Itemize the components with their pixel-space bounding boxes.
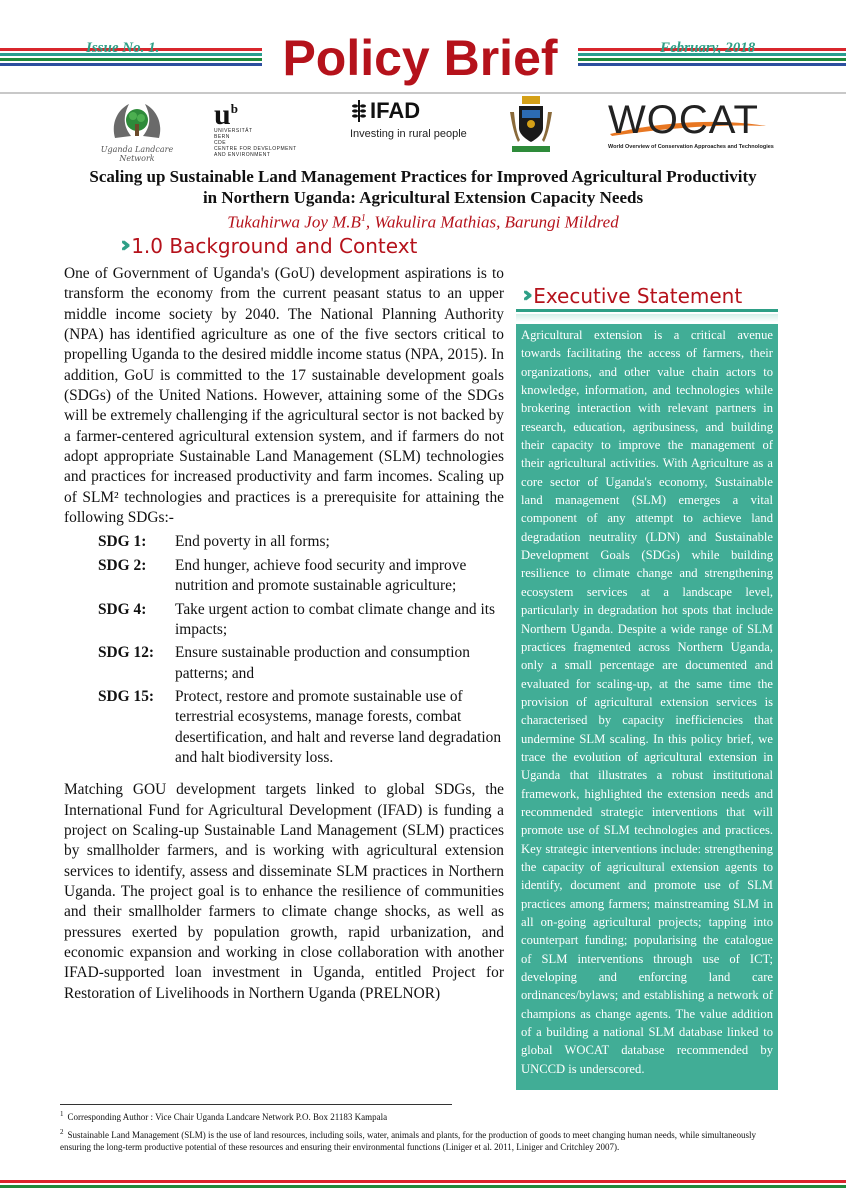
- wheat-icon: [350, 98, 368, 124]
- coat-of-arms-icon: [506, 94, 556, 156]
- background-paragraph-1: One of Government of Uganda's (GoU) development aspirations is to transform the economy from the current peasant status to an upper middle income society by 2040. The National Planning Authority (NPA) has identified agriculture as one of the five sectors critical to propelling Uganda to the desired middle income status (NPA, 2015). In addition, GoU is committed to the 17 sustainable development goals (SDGs) of the United Nations. However, attaining some of the SDGs will be extremely challenging if the agricultural sector is not backed by a farmer-centered agricultural extension system, and if farmers do not adopt appropriate Sustainable Land Management (SLM) technologies and practices for increased productivity and farm incomes. Scaling up of SLM² technologies and practices is a prerequisite for attaining the following SDGs:-: [64, 265, 504, 527]
- page-title: Policy Brief: [282, 30, 558, 86]
- issue-date: February, 2018: [660, 40, 756, 56]
- background-paragraph-2: Matching GOU development targets linked to global SDGs, the International Fund for Agricultural Development (IFAD) is funding a project on Scaling-up Sustainable Land Management (SLM) practices by smallholder farmers, and is working with agricultural extension services to identify, assess and disseminate SLM practices in Northern Uganda. The project goal is to enhance the resilience of communities and their smallholder farmers to climate change shocks, as well as pressures exerted by population growth, rapid urbanization, and economic expansion and working in close collaboration with another IFAD-supported loan investment in Uganda, entitled Project for Restoration of Livelihoods in Northern Uganda (PRELNOR): [64, 781, 504, 1002]
- background-heading: ››› 1.0 Background and Context: [120, 233, 418, 258]
- executive-statement-box: [516, 324, 778, 1090]
- footnote-1: $^1$ Corresponding Author : Vice Chair Uganda Landcare Network P.O. Box 21183 Kampala: [60, 1110, 388, 1122]
- list-item: SDG 15: Protect, restore and promote sustainable use of terrestrial ecosystems, manage forests, combat desertification, and halt and reverse land degradation and halt biodiversity loss.: [98, 687, 502, 766]
- list-item: SDG 4: Take urgent action to combat climate change and its impacts;: [98, 600, 496, 638]
- chevron-right-icon: ›››: [120, 233, 124, 258]
- chevron-right-icon: ›››: [522, 283, 526, 308]
- list-item: SDG 12: Ensure sustainable production and consumption patterns; and: [98, 644, 470, 682]
- footnote-divider: [60, 1104, 452, 1105]
- wocat-logo: WOCAT World Overview of Conservation Approaches and Technologies: [608, 98, 774, 150]
- list-item: SDG 1: End poverty in all forms;: [98, 533, 330, 551]
- landcare-hands-icon: [109, 94, 165, 144]
- footnote-2: $^2$ Sustainable Land Management (SLM) is the use of land resources, including soils, water, animals and plants, for the production of goods to meet changing human needs, while simultaneously ensuring the long-term productive potential of these resources and ensuring their environmental functions (Liniger et al. 2011, Liniger and Critchley 2007).: [60, 1128, 756, 1152]
- background-section: [64, 264, 504, 1004]
- executive-divider-shade: [516, 314, 778, 322]
- uganda-coat-of-arms-logo: [506, 94, 556, 158]
- footer-stripes: [0, 1180, 846, 1190]
- ifad-logo: IFAD Investing in rural people: [350, 98, 467, 140]
- list-item: SDG 2: End hunger, achieve food security and improve nutrition and promote sustainable agriculture;: [98, 556, 467, 595]
- issue-number: Issue No. 1.: [86, 40, 160, 56]
- executive-divider: [516, 309, 778, 312]
- brief-title: Scaling up Sustainable Land Management Practices for Improved Agricultural Productivity in Northern Uganda: Agricultural Extension Capacity Needs: [89, 167, 757, 207]
- executive-text: Agricultural extension is a critical avenue towards facilitating the access of farmers, their organizations, and other value chain actors to knowledge, information, and technologies while brokering interaction with relevant partners in research, education, agribusiness, and building their capacity to improve the management of their agricultural activities. With Agriculture as a core sector of Uganda's economy, Sustainable land management (SLM) emerges a vital component of any attempt to achieve land degradation neutrality (LDN) and Sustainable Development Goals (SDGs) while building resilience to climate change and strengthening ecosystem services at a landscape level, particularly in degradation hot spots that include Northern Uganda. Despite a wide range of SLM practices fragmented across Northern Uganda, only a small percentage are documented and evaluated for scaling-up, at the same time the provision of agricultural extension services is characterised by capacity inefficiencies that undermine SLM scaling. In this policy brief, we trace the evolution of agricultural extension in Uganda that illustrates a robust institutional framework, highlighted the extension needs and recommended strategic interventions that will promote use of SLM technologies and practices. Key strategic interventions include: strengthening the capacity of agricultural extension agents to identify, document and promote use of SLM practices among farmers; mainstreaming SLM in all on-going agricultural projects; tapping into counterpart funding; popularising the catalogue of SLM interventions through use of ICT; developing and enforcing land care ordinances/bylaws; and establishing a network of champions as change agents. The value addition of a building a national SLM database linked to global WOCAT database recommended by UNCCD is underscored.: [521, 328, 773, 1076]
- authors: Tukahirwa Joy $M.B^1$, Wakulira Mathias, Barungi Mildred: [227, 212, 619, 232]
- sdg-list: [98, 532, 504, 768]
- executive-heading: ››› Executive Statement: [522, 283, 743, 308]
- uganda-landcare-logo: Uganda Landcare Network: [92, 94, 182, 158]
- university-bern-logo: $u^b$ UNIVERSITÄT BERN CDE CENTRE FOR DEVELOPMENT AND ENVIRONMENT: [214, 98, 297, 158]
